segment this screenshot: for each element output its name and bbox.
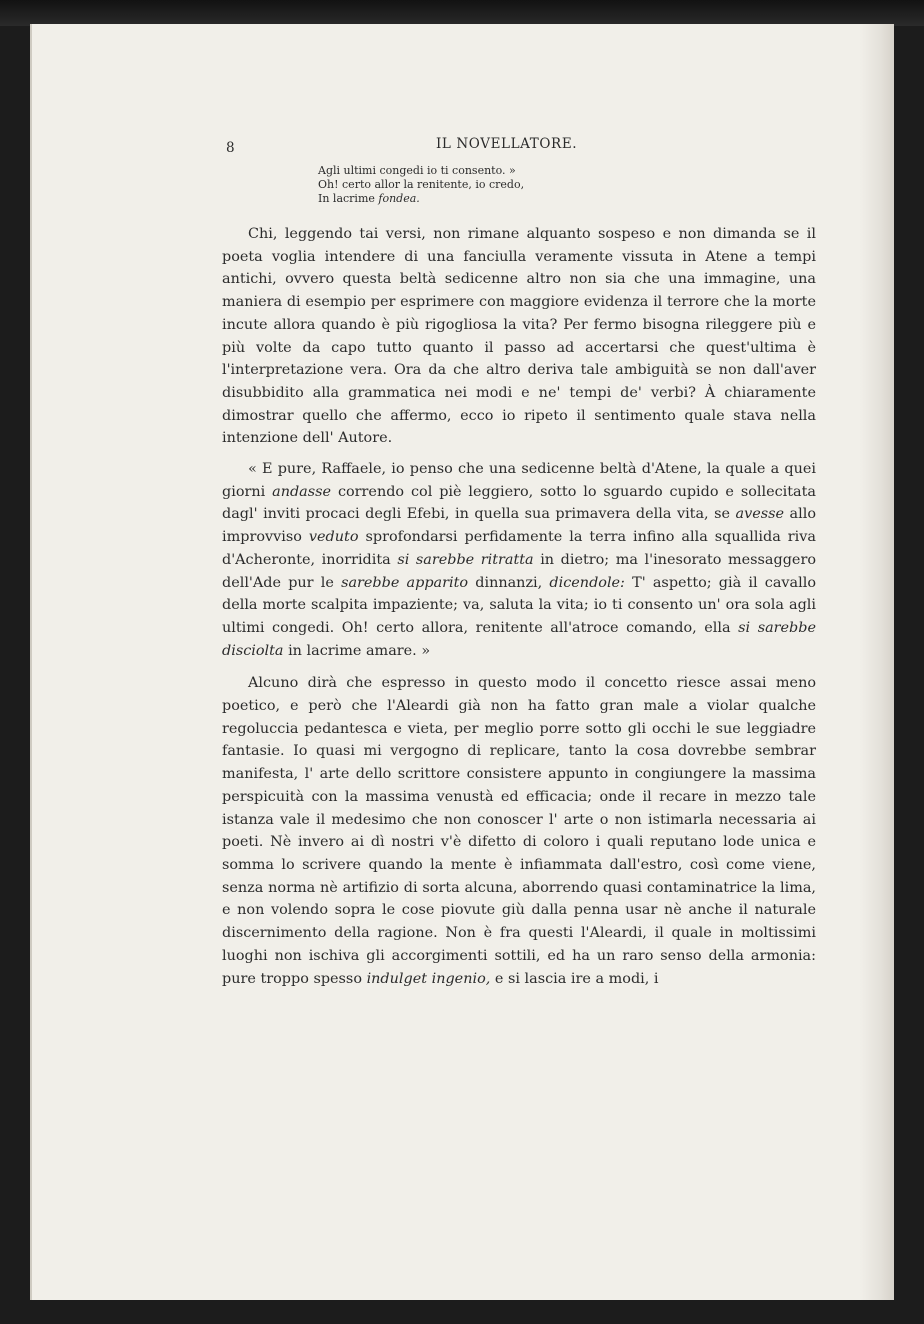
paragraph-text: sprofondarsi perfidamente la terra infino alla squallida riva d'Acheronte, inorridita — [222, 529, 816, 568]
paragraph-text: allo improvviso — [222, 506, 816, 546]
paragraph-text: dinnanzi, — [468, 574, 550, 591]
italic-verb: avesse — [735, 506, 785, 523]
verse-italic-word: fondea. — [378, 192, 420, 205]
verse-quote — [318, 164, 816, 206]
paragraph-3 — [222, 672, 816, 990]
italic-verb: andasse — [272, 483, 332, 500]
paragraph-text: in lacrime amare. » — [283, 642, 431, 659]
paragraph-text: T' aspetto; già il cavallo della morte scalpita impaziente; va, saluta la vita; io ti consento un' ora sola agli ultimi congedi. Oh! certo allora, renitente all'atroce comando, ella — [222, 574, 817, 636]
italic-verb: sarebbe apparito — [341, 574, 469, 591]
italic-verb: si sarebbe ritratta — [397, 551, 534, 568]
paragraph-text: e si lascia ire a modi, i — [490, 970, 659, 987]
paragraph-2 — [222, 458, 816, 662]
italic-verb: veduto — [308, 529, 359, 546]
scan-top-border — [0, 0, 924, 26]
page-edge-shadow — [860, 24, 894, 1300]
paragraph-1: Chi, leggendo tai versi, non rimane alquanto sospeso e non dimanda se il poeta voglia intendere di una fanciulla veramente vissuta in Atene a tempi antichi, ovvero questa beltà sedicenne altro non sia che una immagine, una maniera di esempio per esprimere con maggiore evidenza il terrore che la morte incute allora quando è più rigogliosa la vita? Per fermo bisogna rileggere più e più volte da capo tutto quanto il passo ad accertarsi che quest'ultima è l'interpretazione vera. Ora da che altro deriva tale ambiguità se non dall'aver disubbidito alla grammatica nei modi e ne' tempi de' verbi? À chiaramente dimostrar quello che affermo, ecco io ripeto il sentimento quale stava nella intenzione dell' Autore. — [222, 226, 816, 447]
running-head-title: IL NOVELLATORE. — [436, 136, 578, 152]
paragraph-text: correndo col piè leggiero, sotto lo sguardo cupido e sollecitata dagl' inviti procaci degli Efebi, in quella sua primavera della vita, se — [222, 483, 816, 523]
page-number: 8 — [226, 140, 236, 156]
running-head — [222, 136, 816, 158]
paragraph-text: « E pure, Raffaele, io penso che una sedicenne beltà d'Atene, la quale a quei giorni — [222, 461, 816, 500]
page-content — [222, 136, 816, 990]
verse-line — [318, 192, 816, 206]
italic-verb: si sarebbe disciolta — [222, 619, 816, 659]
paragraph-text: in dietro; ma l'inesorato messaggero dell'Ade pur le — [222, 551, 816, 591]
italic-latin-phrase: indulget ingenio, — [366, 970, 491, 987]
verse-text: In lacrime — [318, 192, 379, 205]
italic-verb: dicendole: — [549, 574, 625, 591]
verse-line: Oh! certo allor la renitente, io credo, — [318, 178, 525, 191]
verse-line: Agli ultimi congedi io ti consento. » — [318, 164, 516, 177]
paragraph-text: Alcuno dirà che espresso in questo modo il concetto riesce assai meno poetico, e però che l'Aleardi già non ha fatto gran male a violar qualche regoluccia pedantesca e vieta, per meglio porre sotto gli occhi le sue leggiadre fantasie. Io quasi mi vergogno di replicare, tanto la cosa dovrebbe sembrar manifesta, l' arte dello scrittore consistere appunto in congiungere la massima perspicuità con la massima venustà ed efficacia; onde il recare in mezzo tale istanza vale il medesimo che non conoscer l' arte o non istimarla necessaria ai poeti. Nè invero ai dì nostri v'è difetto di coloro i quali reputano lode unica e somma lo scrivere quando la mente è infiammata dall'estro, così come viene, senza norma nè artifizio di sorta alcuna, aborrendo quasi contaminatrice la lima, e non volendo sopra le cose piovute giù dalla penna usar nè anche il naturale discernimento della ragione. Non è fra questi l'Aleardi, il quale in moltissimi luoghi non ischiva gli accorgimenti sottili, ed ha un raro senso della armonia: pure troppo spesso — [222, 675, 816, 987]
